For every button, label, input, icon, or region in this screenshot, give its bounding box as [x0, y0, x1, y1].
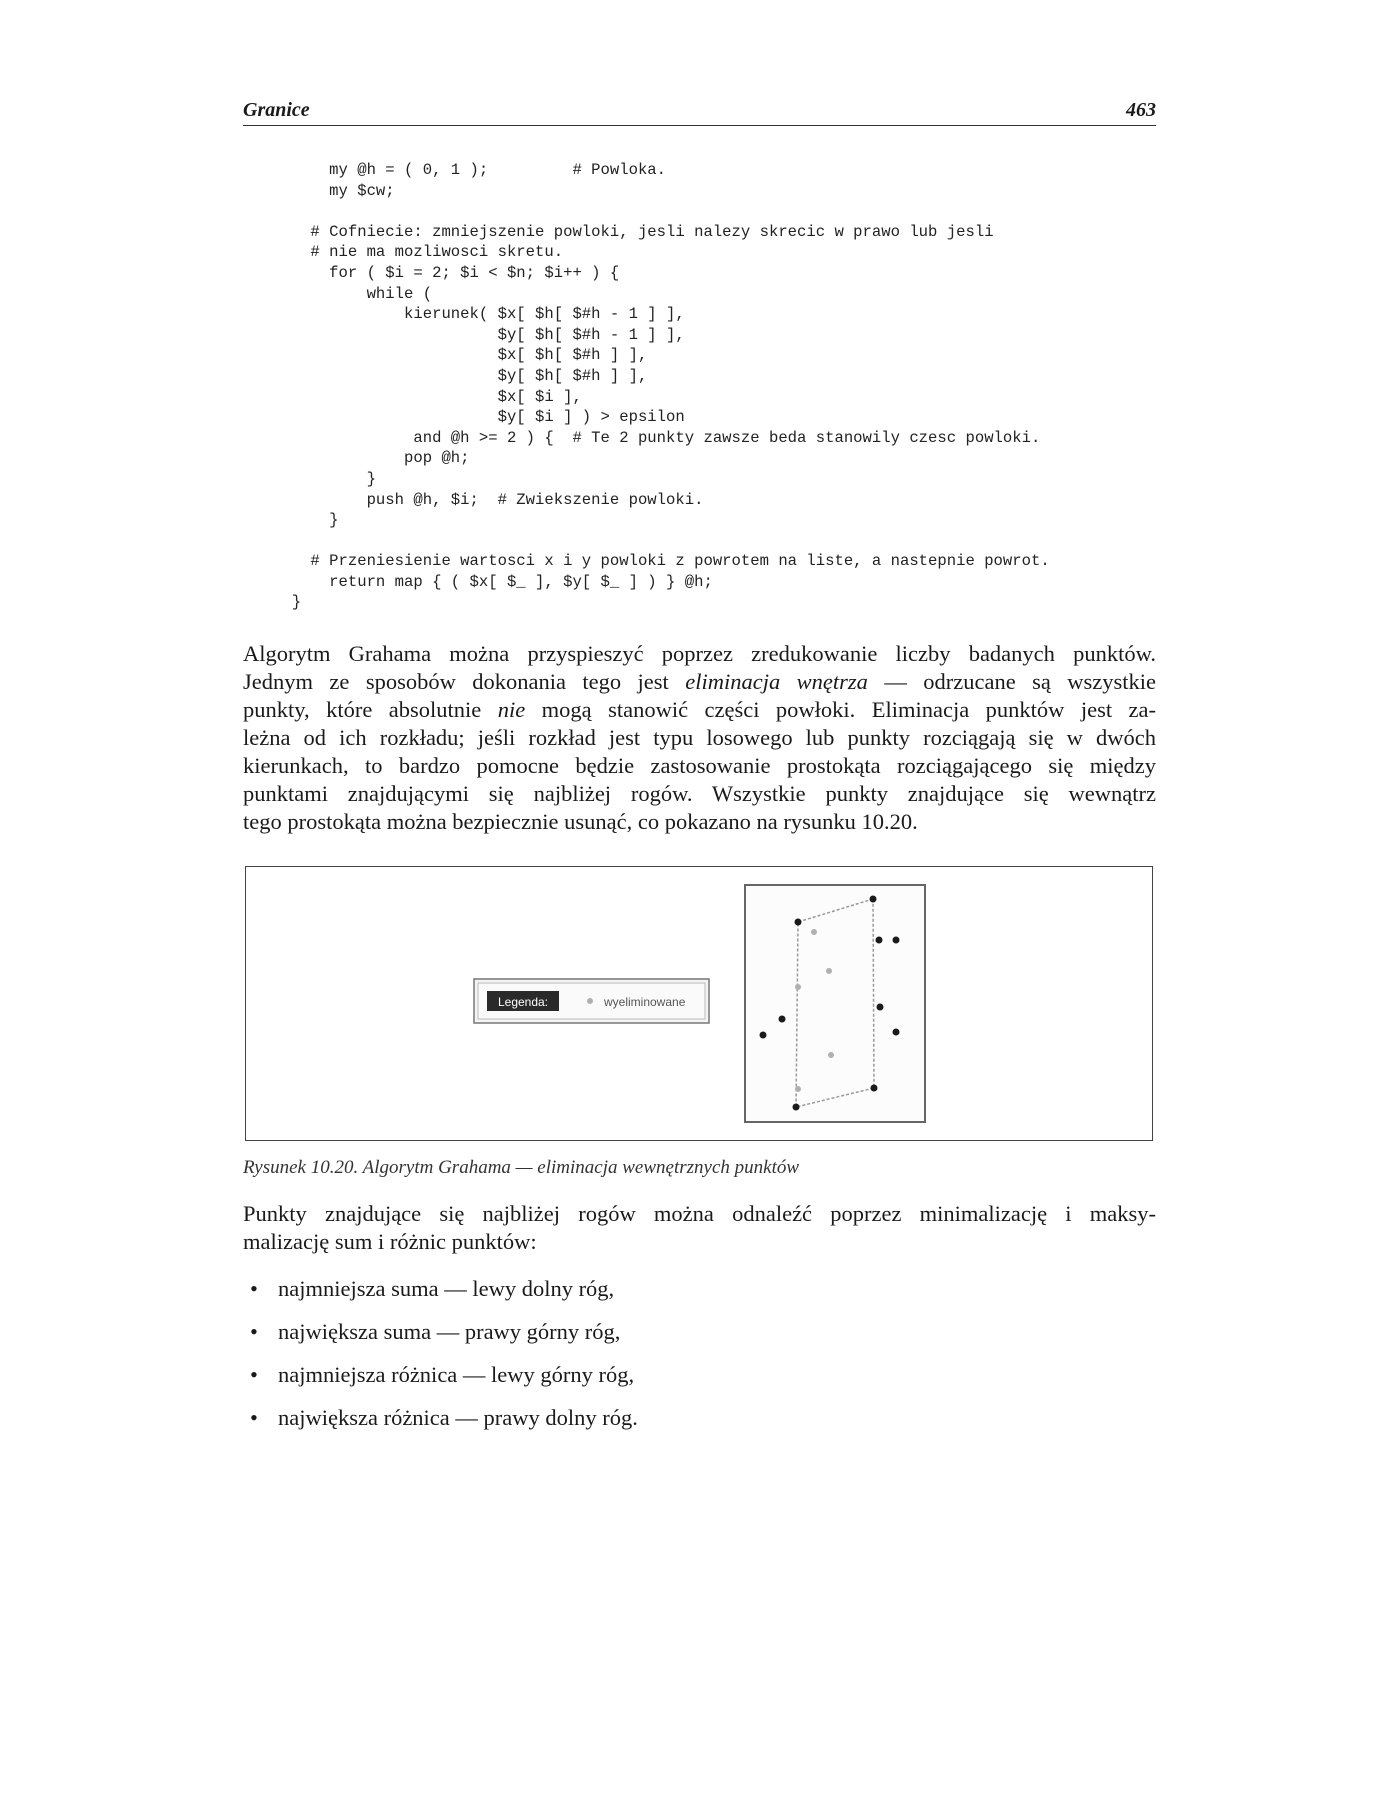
figure-frame: [245, 866, 1153, 1141]
text-line: leżna od ich rozkładu; jeśli rozkład jest typu losowego lub punkty rozciągają się w dwóch: [243, 725, 1156, 750]
text-line: malizację sum i różnic punktów:: [243, 1229, 537, 1254]
code-line: $x[ $h[ $#h ] ],: [273, 346, 648, 365]
hull-point: [793, 1104, 800, 1111]
hull-point: [779, 1016, 786, 1023]
list-item: [250, 1361, 638, 1404]
figure-caption: Rysunek 10.20. Algorytm Grahama — eliminacja wewnętrznych punktów: [243, 1157, 800, 1178]
code-line: # nie ma mozliwosci skretu.: [273, 243, 564, 262]
code-line: pop @h;: [273, 449, 470, 468]
code-line: my @h = ( 0, 1 ); # Powloka.: [273, 161, 667, 179]
hull-point: [760, 1032, 767, 1039]
figure-illustration: [246, 867, 1151, 1139]
hull-point: [870, 896, 877, 903]
code-line: }: [273, 469, 376, 488]
bullet-icon: •: [250, 1276, 258, 1301]
text-line: punktami znajdującymi się najbliżej rogów. Wszystkie punkty znajdujące się wewnątrz: [243, 781, 1156, 806]
text-line: kierunkach, to bardzo pomocne będzie zastosowanie prostokąta rozciągającego się między: [243, 753, 1156, 778]
code-line: kierunek( $x[ $h[ $#h - 1 ] ],: [273, 305, 685, 324]
text-line: punkty, które absolutnie nie mogą stanowić części powłoki. Eliminacja punktów jest za-: [243, 697, 1156, 722]
text-line: Punkty znajdujące się najbliżej rogów można odnaleźć poprzez minimalizację i maksy-: [243, 1201, 1156, 1226]
bullet-icon: •: [250, 1405, 258, 1430]
hull-point: [795, 919, 802, 926]
code-line: return map { ( $x[ $_ ], $y[ $_ ] ) } @h;: [273, 572, 713, 591]
text-line: Algorytm Grahama można przyspieszyć poprzez zredukowanie liczby badanych punktów.: [243, 641, 1156, 666]
list-item-text: najmniejsza różnica — lewy górny róg,: [278, 1362, 635, 1387]
code-line: my $cw;: [273, 181, 395, 200]
code-line: and @h >= 2 ) { # Te 2 punkty zawsze beda stanowily czesc powloki.: [273, 428, 1041, 447]
list-item-text: najmniejsza suma — lewy dolny róg,: [278, 1276, 615, 1301]
code-line: while (: [273, 284, 433, 303]
code-line: }: [273, 593, 302, 612]
text-line: tego prostokąta można bezpiecznie usunąć, co pokazano na rysunku 10.20.: [243, 809, 918, 834]
hull-point: [893, 937, 900, 944]
legend-label: Legenda:: [497, 995, 549, 1009]
emphasis: nie: [497, 697, 526, 722]
legend-item: wyeliminowane: [604, 995, 686, 1009]
eliminated-point: [811, 929, 817, 935]
legend-marker: [587, 998, 593, 1004]
code-line: $y[ $i ] ) > epsilon: [273, 408, 685, 427]
page-number: 463: [1126, 99, 1156, 121]
eliminated-point: [795, 1086, 801, 1092]
code-line: [273, 531, 1050, 552]
code-line: $x[ $i ],: [273, 387, 582, 406]
code-line: for ( $i = 2; $i < $n; $i++ ) {: [273, 263, 620, 282]
code-listing: [273, 160, 1050, 613]
bullet-list: [250, 1275, 638, 1447]
eliminated-point: [795, 984, 801, 990]
list-item: [250, 1404, 638, 1447]
list-item-text: największa suma — prawy górny róg,: [278, 1319, 621, 1344]
hull-point: [871, 1085, 878, 1092]
bullet-icon: •: [250, 1362, 258, 1387]
hull-point: [877, 1004, 884, 1011]
eliminated-point: [826, 968, 832, 974]
legend-box: [474, 979, 709, 1023]
code-line: }: [273, 511, 339, 530]
eliminated-point: [828, 1052, 834, 1058]
hull-point: [876, 937, 883, 944]
list-item-text: największa różnica — prawy dolny róg.: [278, 1405, 638, 1430]
hull-point: [893, 1029, 900, 1036]
code-line: $y[ $h[ $#h ] ],: [273, 366, 648, 385]
code-line: [273, 201, 1050, 222]
code-line: push @h, $i; # Zwiekszenie powloki.: [273, 490, 704, 509]
running-title: Granice: [243, 99, 310, 121]
bullet-icon: •: [250, 1319, 258, 1344]
list-item: [250, 1318, 638, 1361]
code-line: $y[ $h[ $#h - 1 ] ],: [273, 325, 685, 344]
code-line: # Przeniesienie wartosci x i y powloki z powrotem na liste, a nastepnie powrot.: [273, 552, 1050, 571]
code-line: # Cofniecie: zmniejszenie powloki, jesli nalezy skrecic w prawo lub jesli: [273, 222, 994, 241]
running-header: [243, 95, 1156, 126]
list-item: [250, 1275, 638, 1318]
text-line: Jednym ze sposobów dokonania tego jest eliminacja wnętrza — odrzucane są wszystkie: [243, 669, 1157, 694]
hull-plot: [745, 885, 925, 1122]
body-paragraph-2: [243, 1200, 1156, 1256]
body-paragraph-1: [243, 640, 1156, 836]
emphasis: eliminacja wnętrza: [685, 669, 868, 694]
